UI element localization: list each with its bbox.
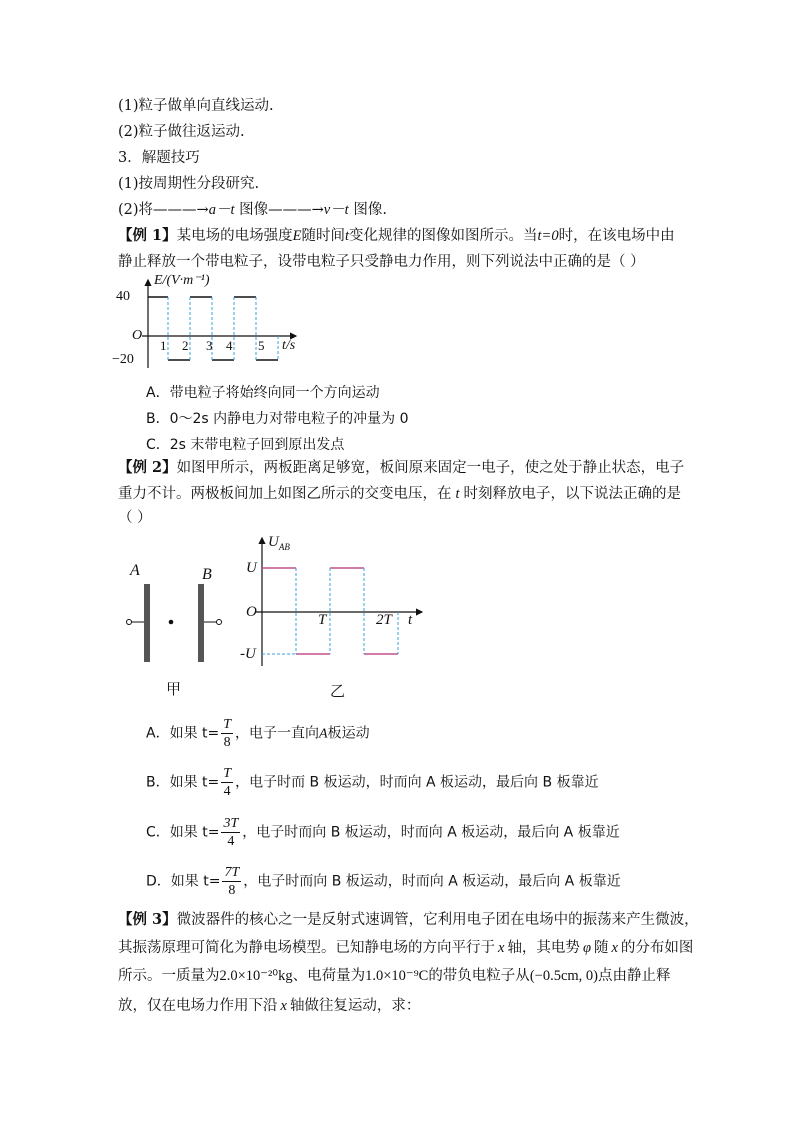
example3-mass: 2.0×10⁻²⁰kg: [219, 968, 293, 984]
option-a-plate: A: [319, 726, 328, 742]
example1-tag: 【例 1】: [118, 227, 177, 244]
e-t-chart: [112, 274, 312, 372]
uab-t-axis-label: t: [408, 612, 413, 628]
uab-chart: [236, 534, 436, 674]
e-x-axis-label: t/s: [282, 338, 296, 353]
plate-b-terminal: [217, 620, 222, 625]
example1-t: t: [345, 228, 350, 244]
example1-text-d: 时，在该电场中由: [558, 228, 675, 244]
example2-text-2a: 重力不计。两极板间加上如图乙所示的交变电压，在: [118, 486, 452, 502]
example2-option-a: [146, 716, 370, 751]
section-heading-3: 3．解题技巧: [118, 150, 200, 166]
option-c-pre: C．如果 t=: [146, 824, 220, 841]
figure-plates: [122, 562, 232, 672]
uab-main: U: [268, 534, 279, 550]
option-c-post: ，电子时而向 B 板运动，时而向 A 板运动，最后向 A 板靠近: [242, 824, 620, 841]
uab-tick-2T: 2T: [376, 612, 392, 628]
example2-t: t: [455, 486, 460, 502]
caption-yi: 乙: [330, 682, 346, 700]
option-b-post: ，电子时而 B 板运动，时而向 A 板运动，最后向 B 板靠近: [235, 774, 599, 791]
e-origin: O: [132, 328, 143, 343]
option-a-post-b: 板运动: [327, 725, 370, 742]
option-c-den: 4: [227, 834, 235, 849]
plate-a: [144, 584, 150, 662]
example3-text-3c: 的带负电粒子从: [428, 968, 530, 984]
option-b-fraction: [221, 765, 233, 800]
option-d-post: ，电子时而向 B 板运动，时而向 A 板运动，最后向 A 板靠近: [243, 873, 621, 890]
example3-text-3b: 、电荷量为: [292, 968, 366, 984]
example3-line-2: [118, 938, 693, 958]
example1-text-c: 变化规律的图像如图所示。当: [349, 228, 538, 244]
example2-line-3: （ ）: [118, 510, 152, 526]
example3-x3: x: [280, 998, 287, 1014]
example3-charge: 1.0×10⁻⁹C: [365, 968, 429, 984]
tip2-pre: (2)将———→: [118, 202, 209, 218]
uab-sub: AB: [278, 542, 290, 552]
e-tick-40: 40: [116, 289, 130, 304]
example2-option-d: [146, 864, 621, 899]
example3-text-1: 微波器件的核心之一是反射式速调管，它利用电子团在电场中的振荡来产生微波，: [176, 912, 699, 928]
tip2-vt: v－t: [323, 202, 349, 218]
e-axis-label: E/(V·m⁻¹): [154, 273, 210, 288]
option-d-num: 7T: [224, 865, 240, 880]
option-b-pre: B．如果 t=: [146, 774, 220, 791]
tip2-mid: 图像———→: [234, 202, 324, 218]
example3-phi: φ: [582, 940, 591, 956]
example1-option-b: B．0～2s 内静电力对带电粒子的冲量为 0: [146, 411, 409, 427]
example2-tag: 【例 2】: [118, 459, 177, 476]
uab-u-neg: -U: [240, 646, 256, 662]
plate-a-label: A: [130, 562, 140, 579]
intro-line-1: (1)粒子做单向直线运动.: [118, 98, 274, 114]
tip2-post: 图像.: [348, 202, 387, 218]
example1-line-2: 静止释放一个带电粒子，设带电粒子只受静电力作用，则下列说法中正确的是（ ）: [118, 254, 645, 270]
example3-text-2d: 的分布如图: [620, 940, 694, 956]
caption-jia: 甲: [166, 680, 182, 698]
example2-text-2b: 时刻释放电子，以下说法正确的是: [463, 486, 682, 502]
example1-text-b: 随时间: [301, 228, 345, 244]
example3-line-1: [118, 910, 699, 930]
uab-chart-svg: [236, 534, 436, 674]
option-d-fraction: [222, 864, 241, 899]
example3-text-2b: 轴，其电势: [507, 940, 580, 956]
example3-point: (−0.5cm, 0): [529, 968, 598, 984]
plate-a-terminal: [127, 620, 132, 625]
option-c-fraction: [221, 815, 240, 850]
uab-axis-label: [268, 534, 290, 552]
option-b-den: 4: [223, 784, 231, 799]
uab-tick-T: T: [318, 612, 327, 628]
tip-line-2: [118, 200, 387, 220]
example1-line-1: [118, 226, 675, 246]
example3-x2: x: [611, 940, 618, 956]
example2-line-1: [118, 458, 684, 478]
example1-t0: t=0: [537, 228, 559, 244]
example3-text-4a: 放，仅在电场力作用下沿: [118, 998, 278, 1014]
example3-x: x: [498, 940, 505, 956]
example3-line-3: [118, 966, 671, 986]
tip2-at: a－t: [208, 202, 235, 218]
e-tick-2: 2: [182, 338, 189, 353]
example2-option-c: [146, 815, 620, 850]
e-tick-3: 3: [206, 338, 213, 353]
option-d-pre: D．如果 t=: [146, 873, 221, 890]
plate-b: [198, 584, 204, 662]
electron-dot: [169, 620, 174, 625]
example3-text-3d: 点由静止释: [598, 968, 671, 984]
example3-text-4b: 轴做往复运动，求：: [289, 998, 421, 1014]
uab-u-pos: U: [246, 560, 257, 576]
example3-text-3a: 所示。一质量为: [118, 968, 220, 984]
option-a-fraction: [221, 716, 233, 751]
option-a-pre: A．如果 t=: [146, 725, 220, 742]
example3-text-2c: 随: [593, 940, 609, 956]
e-tick-4: 4: [226, 338, 233, 353]
example1-text-a: 某电场的电场强度: [176, 228, 293, 244]
e-tick-5: 5: [258, 338, 265, 353]
example1-E: E: [292, 228, 302, 244]
example2-option-b: [146, 765, 599, 800]
option-a-num: T: [223, 717, 232, 732]
e-tick-neg20: −20: [112, 352, 134, 367]
option-b-num: T: [223, 766, 232, 781]
example2-text-1: 如图甲所示，两板距离足够宽，板间原来固定一电子，使之处于静止状态，电子: [176, 460, 685, 476]
e-t-chart-svg: [112, 274, 312, 372]
example3-text-2a: 其振荡原理可简化为静电场模型。已知静电场的方向平行于: [118, 940, 495, 956]
e-tick-1: 1: [160, 338, 167, 353]
tip-line-1: (1)按周期性分段研究.: [118, 176, 260, 192]
option-c-num: 3T: [223, 816, 239, 831]
example1-option-a: A．带电粒子将始终向同一个方向运动: [146, 385, 380, 401]
example1-option-c: C．2s 末带电粒子回到原出发点: [146, 437, 345, 453]
example3-tag: 【例 3】: [118, 911, 177, 928]
example2-line-2: [118, 484, 681, 504]
uab-dashed-guides: [262, 568, 398, 654]
plate-b-label: B: [202, 566, 212, 583]
example3-line-4: [118, 996, 420, 1016]
uab-origin: O: [246, 604, 257, 620]
option-d-den: 8: [228, 883, 236, 898]
option-a-den: 8: [223, 735, 231, 750]
option-a-post-a: ，电子一直向: [235, 725, 320, 742]
intro-line-2: (2)粒子做往返运动.: [118, 124, 245, 140]
plates-svg: [122, 562, 232, 672]
